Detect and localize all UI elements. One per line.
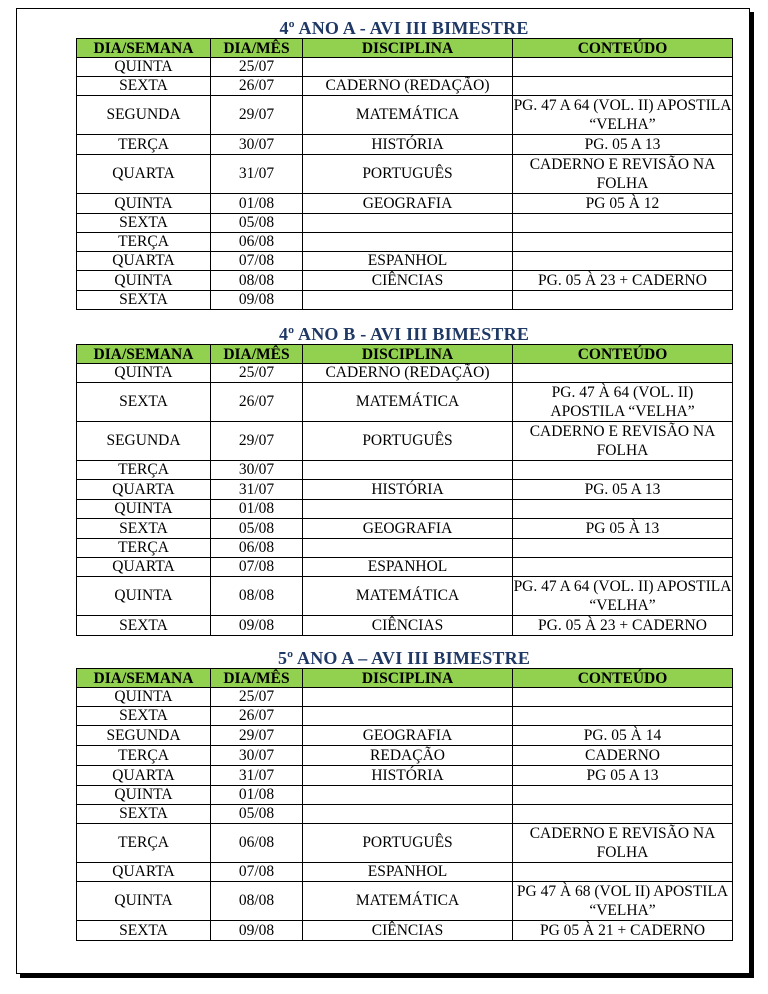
subject-cell: MATEMÁTICA [303,383,513,422]
table-row [77,707,733,726]
date-cell: 07/08 [211,558,303,577]
table-row [77,480,733,500]
date-cell: 31/07 [211,155,303,194]
table-row [77,786,733,805]
subject-cell: MATEMÁTICA [303,96,513,135]
subject-cell [303,786,513,805]
date-cell: 30/07 [211,746,303,766]
day-cell: QUARTA [77,252,211,271]
content-cell: PG 05 À 13 [513,519,733,539]
date-cell: 25/07 [211,364,303,383]
content-cell [513,786,733,805]
day-cell: SEGUNDA [77,422,211,461]
date-cell: 26/07 [211,707,303,726]
content-cell [513,558,733,577]
header-date: DIA/MÊS [211,345,303,364]
date-cell: 05/08 [211,214,303,233]
content-cell: CADERNO [513,746,733,766]
day-cell: QUARTA [77,480,211,500]
table-row [77,863,733,882]
day-cell: QUINTA [77,364,211,383]
subject-cell: ESPANHOL [303,252,513,271]
table-row [77,519,733,539]
day-cell: SEXTA [77,214,211,233]
subject-cell: CIÊNCIAS [303,921,513,941]
subject-cell: CADERNO (REDAÇÃO) [303,77,513,96]
day-cell: QUARTA [77,766,211,786]
header-content: CONTEÚDO [513,345,733,364]
content-cell [513,233,733,252]
day-cell: SEXTA [77,519,211,539]
schedule-section-4b [76,324,732,636]
content-cell: CADERNO E REVISÃO NA FOLHA [513,422,733,461]
date-cell: 30/07 [211,461,303,480]
content-cell: PG 05 A 13 [513,766,733,786]
schedule-table [76,38,733,310]
header-day-of-week: DIA/SEMANA [77,669,211,688]
date-cell: 05/08 [211,805,303,824]
day-cell: SEXTA [77,291,211,310]
day-cell: SEXTA [77,383,211,422]
table-row [77,383,733,422]
date-cell: 09/08 [211,291,303,310]
subject-cell [303,500,513,519]
content-cell [513,539,733,558]
header-date: DIA/MÊS [211,39,303,58]
section-title: 4º ANO B - AVI III BIMESTRE [278,324,530,344]
subject-cell [303,539,513,558]
header-row [77,39,733,58]
subject-cell: MATEMÁTICA [303,882,513,921]
content-cell [513,707,733,726]
schedule-table [76,668,733,941]
day-cell: SEXTA [77,707,211,726]
table-row [77,291,733,310]
content-cell [513,77,733,96]
table-row [77,805,733,824]
subject-cell: CIÊNCIAS [303,271,513,291]
header-content: CONTEÚDO [513,39,733,58]
subject-cell [303,214,513,233]
day-cell: QUINTA [77,271,211,291]
day-cell: QUINTA [77,500,211,519]
table-row [77,746,733,766]
table-row [77,135,733,155]
date-cell: 01/08 [211,194,303,214]
day-cell: QUARTA [77,558,211,577]
day-cell: TERÇA [77,746,211,766]
header-row [77,345,733,364]
content-cell: PG. 05 À 14 [513,726,733,746]
table-row [77,364,733,383]
date-cell: 31/07 [211,480,303,500]
date-cell: 08/08 [211,882,303,921]
header-day-of-week: DIA/SEMANA [77,345,211,364]
content-cell [513,58,733,77]
table-row [77,558,733,577]
header-date: DIA/MÊS [211,669,303,688]
date-cell: 08/08 [211,271,303,291]
day-cell: TERÇA [77,539,211,558]
table-row [77,688,733,707]
header-day-of-week: DIA/SEMANA [77,39,211,58]
subject-cell: ESPANHOL [303,558,513,577]
table-row [77,882,733,921]
subject-cell [303,461,513,480]
day-cell: TERÇA [77,233,211,252]
table-row [77,921,733,941]
table-row [77,461,733,480]
table-row [77,766,733,786]
date-cell: 01/08 [211,786,303,805]
content-cell [513,500,733,519]
table-row [77,194,733,214]
subject-cell [303,291,513,310]
date-cell: 05/08 [211,519,303,539]
day-cell: SEXTA [77,77,211,96]
content-cell: PG. 47 A 64 (VOL. II) APOSTILA “VELHA” [513,97,732,133]
content-cell [513,805,733,824]
content-cell: PG. 05 A 13 [513,135,733,155]
subject-cell [303,707,513,726]
date-cell: 25/07 [211,58,303,77]
content-cell: PG. 05 À 23 + CADERNO [513,271,733,291]
table-row [77,214,733,233]
subject-cell [303,805,513,824]
subject-cell: PORTUGUÊS [303,155,513,194]
content-cell [513,461,733,480]
subject-cell: HISTÓRIA [303,480,513,500]
header-content: CONTEÚDO [513,669,733,688]
date-cell: 06/08 [211,233,303,252]
content-cell [513,688,733,707]
date-cell: 06/08 [211,824,303,863]
subject-cell [303,58,513,77]
table-row [77,96,733,135]
date-cell: 09/08 [211,616,303,636]
content-cell [513,214,733,233]
table-row [77,155,733,194]
content-cell: PG 05 À 12 [513,194,733,214]
content-cell: PG. 05 À 23 + CADERNO [513,616,733,636]
date-cell: 07/08 [211,252,303,271]
subject-cell: HISTÓRIA [303,766,513,786]
table-row [77,500,733,519]
day-cell: SEXTA [77,921,211,941]
day-cell: TERÇA [77,824,211,863]
schedule-section-4a [76,18,732,310]
subject-cell: HISTÓRIA [303,135,513,155]
subject-cell [303,233,513,252]
day-cell: QUARTA [77,863,211,882]
section-title: 5º ANO A – AVI III BIMESTRE [277,648,531,668]
content-cell [513,252,733,271]
subject-cell: GEOGRAFIA [303,726,513,746]
table-row [77,824,733,863]
content-cell [513,291,733,310]
table-row [77,726,733,746]
subject-cell: PORTUGUÊS [303,422,513,461]
table-row [77,271,733,291]
header-subject: DISCIPLINA [303,39,513,58]
day-cell: SEXTA [77,616,211,636]
table-row [77,77,733,96]
date-cell: 07/08 [211,863,303,882]
content-cell [513,863,733,882]
content-cell: PG. 05 A 13 [513,480,733,500]
date-cell: 29/07 [211,96,303,135]
day-cell: QUINTA [77,577,211,616]
date-cell: 26/07 [211,77,303,96]
schedule-section-5a [76,648,732,941]
day-cell: SEGUNDA [77,726,211,746]
table-row [77,539,733,558]
subject-cell: GEOGRAFIA [303,519,513,539]
table-row [77,577,733,616]
subject-cell: REDAÇÃO [303,746,513,766]
content-cell: PG. 47 A 64 (VOL. II) APOSTILA “VELHA” [513,578,732,614]
subject-cell: MATEMÁTICA [303,577,513,616]
date-cell: 09/08 [211,921,303,941]
content-cell: PG 05 À 21 + CADERNO [513,921,733,941]
day-cell: TERÇA [77,461,211,480]
day-cell: QUINTA [77,58,211,77]
day-cell: TERÇA [77,135,211,155]
date-cell: 25/07 [211,688,303,707]
date-cell: 30/07 [211,135,303,155]
day-cell: SEGUNDA [77,96,211,135]
subject-cell: CADERNO (REDAÇÃO) [303,364,513,383]
content-cell: CADERNO E REVISÃO NA FOLHA [513,155,733,194]
table-row [77,616,733,636]
content-cell: CADERNO E REVISÃO NA FOLHA [513,824,733,863]
date-cell: 08/08 [211,577,303,616]
header-subject: DISCIPLINA [303,669,513,688]
subject-cell: PORTUGUÊS [303,824,513,863]
subject-cell [303,688,513,707]
day-cell: QUINTA [77,786,211,805]
table-row [77,252,733,271]
day-cell: QUINTA [77,882,211,921]
table-row [77,422,733,461]
date-cell: 26/07 [211,383,303,422]
day-cell: QUINTA [77,688,211,707]
date-cell: 06/08 [211,539,303,558]
header-row [77,669,733,688]
date-cell: 31/07 [211,766,303,786]
section-title: 4º ANO A - AVI III BIMESTRE [279,18,529,38]
subject-cell: CIÊNCIAS [303,616,513,636]
subject-cell: GEOGRAFIA [303,194,513,214]
day-cell: SEXTA [77,805,211,824]
content-cell: PG 47 À 68 (VOL II) APOSTILA “VELHA” [513,882,733,921]
schedule-table [76,344,733,636]
subject-cell: ESPANHOL [303,863,513,882]
content-cell [513,364,733,383]
date-cell: 01/08 [211,500,303,519]
table-row [77,58,733,77]
content-cell: PG. 47 À 64 (VOL. II) APOSTILA “VELHA” [513,383,733,422]
header-subject: DISCIPLINA [303,345,513,364]
table-row [77,233,733,252]
day-cell: QUINTA [77,194,211,214]
day-cell: QUARTA [77,155,211,194]
date-cell: 29/07 [211,422,303,461]
date-cell: 29/07 [211,726,303,746]
